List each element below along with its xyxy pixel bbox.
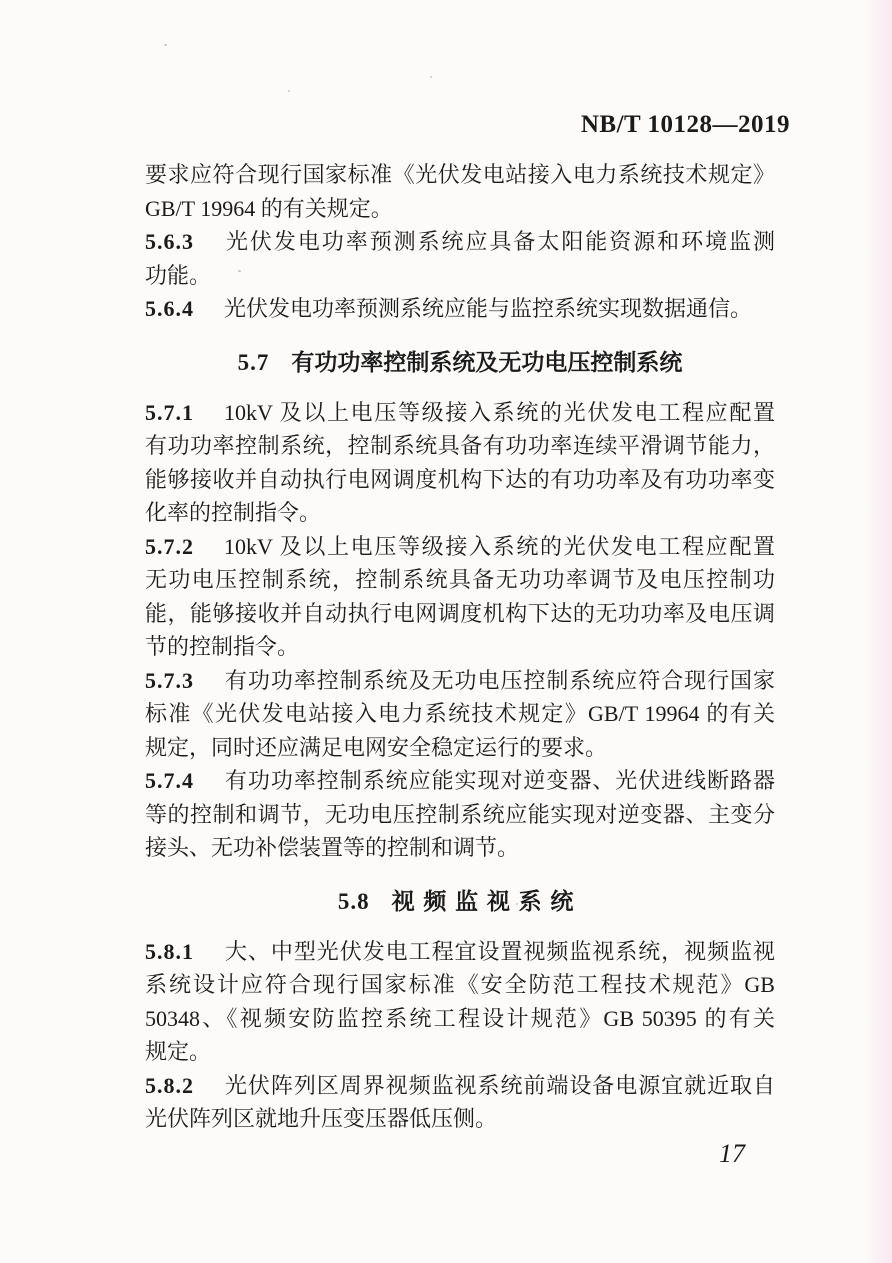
text-line [145,697,775,731]
clause-text: 标准《光伏发电站接入电力系统技术规定》GB/T 19964 的有关 [145,701,775,726]
clause-text: 有功功率控制系统应能实现对逆变器、光伏进线断路器 [224,768,775,793]
clause-text: 光伏发电功率预测系统应能与监控系统实现数据通信。 [224,296,753,321]
clause-text: 节的控制指令。 [145,634,300,659]
standard-number: NB/T 10128—2019 [580,111,790,138]
text-line [145,396,775,430]
clause-text: 系统设计应符合现行国家标准《安全防范工程技术规范》GB [145,972,775,997]
section-number: 5.8 [337,888,370,914]
text-line [145,798,775,832]
clause-number: 5.6.4 [145,296,194,321]
text-line [145,664,775,698]
text-line [145,292,775,326]
section-title: 有功功率控制系统及无功电压控制系统 [291,349,683,375]
text-line [145,259,775,293]
scan-speck [430,76,432,78]
section-heading [145,346,775,380]
clause-text: 功能。 [145,262,212,288]
text-line [145,1102,775,1136]
text-line [145,158,775,192]
text-line [145,225,775,259]
text-line [145,1002,775,1036]
text-line [145,831,775,865]
clause-text: 规定。 [145,1039,212,1064]
text-line [145,1035,775,1069]
scan-edge-tint [864,0,892,1263]
clause-text: 能，能够接收并自动执行电网调度机构下达的无功功率及电压调 [145,600,775,626]
text-line [145,530,775,564]
clause-text: 化率的控制指令。 [145,500,322,525]
clause-number: 5.7.3 [145,667,194,693]
text-line [145,630,775,664]
clause-text: 10kV 及以上电压等级接入系统的光伏发电工程应配置 [224,533,775,559]
clause-number: 5.6.3 [145,229,194,254]
clause-text: 等的控制和调节，无功电压控制系统应能实现对逆变器、主变分 [145,801,775,827]
clause-number: 5.8.2 [145,1072,194,1098]
clause-number: 5.7.4 [145,768,194,793]
clause-text: 50348、《视频安防监控系统工程设计规范》GB 50395 的有关 [145,1005,775,1031]
scan-speck [288,90,290,92]
clause-text: 光伏发电功率预测系统应具备太阳能资源和环境监测 [224,229,775,254]
clause-number: 5.7.2 [145,533,194,559]
clause-text: 无功电压控制系统，控制系统具备无功功率调节及电压控制功 [145,567,775,592]
document-body [145,158,775,1136]
clause-text: 要求应符合现行国家标准《光伏发电站接入电力系统技术规定》 [145,162,775,187]
clause-text: 光伏阵列区就地升压变压器低压侧。 [145,1106,498,1131]
clause-text: 大、中型光伏发电工程宜设置视频监视系统，视频监视 [224,938,775,964]
section-heading [145,885,775,919]
section-title: 视频监视系统 [391,888,583,914]
text-line [145,935,775,969]
text-line [145,597,775,631]
clause-text: 规定，同时还应满足电网安全稳定运行的要求。 [145,734,608,760]
text-line [145,563,775,597]
clause-text: 有功功率控制系统，控制系统具备有功功率连续平滑调节能力， [145,433,775,458]
text-line [145,463,775,497]
clause-number: 5.8.1 [145,938,194,964]
text-line [145,1069,775,1103]
clause-text: 光伏阵列区周界视频监视系统前端设备电源宜就近取自 [224,1072,775,1098]
text-line [145,731,775,765]
clause-number: 5.7.1 [145,399,194,425]
clause-text: 10kV 及以上电压等级接入系统的光伏发电工程应配置 [224,399,775,425]
clause-text: 能够接收并自动执行电网调度机构下达的有功功率及有功功率变 [145,466,775,492]
text-line [145,968,775,1002]
scan-speck [164,44,167,46]
clause-text: GB/T 19964 的有关规定。 [145,195,393,221]
clause-text: 接头、无功补偿装置等的控制和调节。 [145,835,520,860]
text-line [145,764,775,798]
page-number: 17 [719,1139,745,1168]
section-number: 5.7 [237,349,270,375]
text-line [145,192,775,226]
clause-text: 有功功率控制系统及无功电压控制系统应符合现行国家 [224,667,775,693]
text-line [145,429,775,463]
text-line [145,496,775,530]
